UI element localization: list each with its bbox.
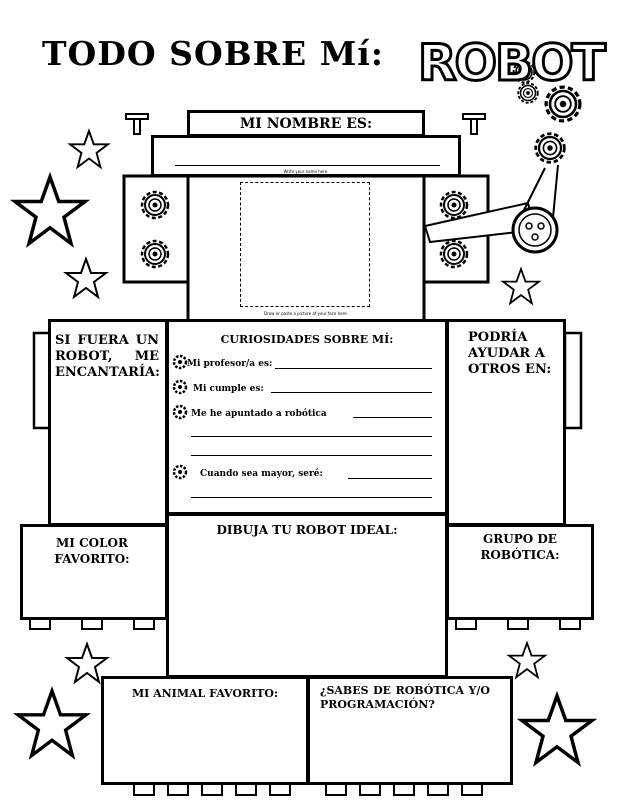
birthday-label: Mi cumple es: [193, 384, 264, 394]
curiosities-label: CURIOSIDADES SOBRE MÍ: [220, 333, 394, 346]
gear-bullet-icon [172, 404, 188, 420]
future-line-1[interactable] [348, 478, 432, 479]
future-label: Cuando sea mayor, seré: [200, 469, 323, 479]
group-label: GRUPO DE ROBÓTICA: [480, 532, 560, 562]
robot-logo-text: ROBOT [418, 34, 604, 90]
teacher-label: Mi profesor/a es: [187, 359, 273, 369]
name-label: MI NOMBRE ES: [239, 116, 373, 132]
gear-icon [536, 134, 565, 163]
star-icon [509, 643, 545, 677]
dream-label: SI FUERA UN ROBOT, ME ENCANTARÍA: [55, 333, 160, 380]
birthday-line[interactable] [271, 392, 432, 393]
gear-bullet-icon [172, 379, 188, 395]
teacher-line[interactable] [275, 368, 432, 369]
photo-hint: Draw or paste a picture of your face here. [264, 311, 348, 316]
gear-bullet-icon [172, 354, 188, 370]
programming-label: ¿SABES DE ROBÓTICA Y/O PROGRAMACIÓN? [320, 684, 490, 711]
robotics-line-3[interactable] [191, 455, 432, 456]
color-label: MI COLOR FAVORITO: [54, 536, 130, 566]
star-icon [503, 269, 539, 303]
gear-bullet-icon [172, 464, 188, 480]
gear-icon [546, 87, 580, 121]
draw-robot-label: DIBUJA TU ROBOT IDEAL: [216, 523, 398, 537]
name-hint: Write your name here. [283, 169, 329, 174]
robotics-line-1[interactable] [353, 417, 432, 418]
robotics-label: Me he apuntado a robótica [191, 409, 327, 419]
help-label: PODRÍA AYUDAR A OTROS EN: [468, 330, 552, 377]
future-line-2[interactable] [191, 497, 432, 498]
star-icon [522, 696, 592, 763]
photo-area[interactable] [240, 182, 370, 307]
animal-label: MI ANIMAL FAVORITO: [131, 687, 279, 700]
star-icon [70, 131, 108, 167]
star-icon [18, 691, 86, 756]
robotics-line-2[interactable] [191, 436, 432, 437]
star-icon [66, 259, 106, 297]
page-title: TODO SOBRE Mí: [42, 34, 384, 73]
star-icon [15, 177, 85, 244]
robot-logo [414, 32, 614, 90]
